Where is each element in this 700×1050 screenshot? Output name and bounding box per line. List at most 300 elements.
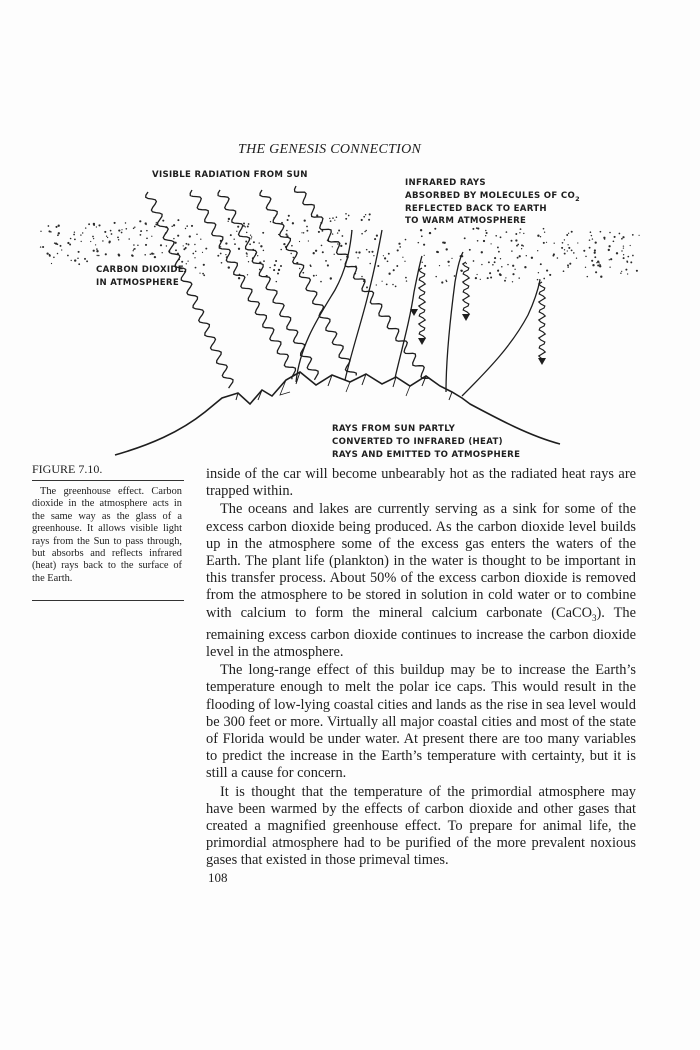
- co2-dot: [329, 218, 330, 219]
- co2-dot: [594, 256, 596, 258]
- co2-dot: [621, 271, 622, 272]
- co2-dot: [585, 256, 587, 258]
- co2-dot: [544, 232, 545, 233]
- co2-dot: [195, 267, 197, 269]
- co2-dot: [577, 242, 578, 243]
- co2-dot: [520, 228, 522, 230]
- co2-dot: [381, 281, 382, 282]
- co2-dot: [82, 232, 83, 233]
- co2-dot: [299, 268, 300, 269]
- co2-dot: [133, 228, 135, 230]
- co2-dot: [437, 251, 439, 253]
- co2-dot: [549, 274, 551, 276]
- label-infrared-line-2: [405, 191, 580, 203]
- co2-dot: [364, 231, 365, 232]
- co2-dot: [564, 253, 566, 255]
- co2-dot: [368, 219, 370, 221]
- co2-dot: [160, 244, 162, 246]
- co2-dot: [472, 228, 474, 230]
- co2-dot: [361, 219, 363, 221]
- reflected-ray: [539, 282, 545, 360]
- co2-dot: [140, 230, 142, 232]
- co2-dot: [583, 250, 585, 252]
- co2-dot: [405, 239, 407, 241]
- co2-dot: [246, 253, 248, 255]
- infrared-rays: [296, 230, 540, 396]
- co2-dot: [365, 230, 367, 232]
- co2-dot: [591, 235, 592, 236]
- co2-dot: [481, 251, 483, 253]
- co2-dot: [369, 263, 371, 265]
- co2-dot: [247, 226, 249, 228]
- co2-dot: [302, 272, 304, 274]
- co2-dot: [250, 235, 251, 236]
- co2-dot: [194, 244, 195, 245]
- body-text: [206, 466, 636, 870]
- co2-dot: [571, 250, 573, 252]
- co2-dot: [361, 233, 363, 235]
- co2-dot: [293, 257, 295, 259]
- co2-dot: [104, 231, 106, 233]
- co2-dot: [269, 267, 270, 268]
- co2-dot: [220, 246, 222, 248]
- co2-dot: [340, 259, 341, 260]
- co2-dot: [61, 249, 62, 250]
- co2-dot: [245, 226, 246, 227]
- co2-dot: [174, 242, 176, 244]
- co2-dot: [464, 237, 466, 239]
- co2-dot: [330, 277, 332, 279]
- co2-dot: [315, 250, 317, 252]
- co2-dot: [203, 274, 205, 276]
- co2-dot: [554, 243, 555, 244]
- co2-dot: [55, 243, 57, 245]
- co2-dot: [447, 261, 449, 263]
- paragraph-2-text-b: ). The remaining excess carbon dioxide continues to increase the carbon dioxide level in the atmosphere.: [206, 604, 636, 660]
- co2-dot: [292, 222, 294, 224]
- co2-dot: [393, 269, 395, 271]
- co2-dot: [490, 243, 491, 244]
- co2-dot: [573, 252, 575, 254]
- co2-dot: [313, 275, 315, 277]
- co2-dot: [610, 258, 612, 260]
- co2-dot: [322, 251, 324, 253]
- co2-dot: [399, 246, 401, 248]
- co2-dot: [421, 235, 423, 237]
- co2-dot: [245, 241, 247, 243]
- co2-dot: [276, 281, 277, 282]
- co2-dot: [564, 239, 565, 240]
- co2-dot: [567, 250, 568, 251]
- co2-dot: [590, 231, 592, 233]
- paragraph-3: The long-range effect of this buildup may be to increase the Earth’s temperature enough to melt the polar ice caps. This would result in the flooding of low-lying coastal cities and lands as the rise in sea level would be 300 feet or more. Virtually all major coastal cities and most of the state of Florida would be under water. At present there are too many variables to predict the increase in the Earth’s temperature with certainty, but it is still a cause for concern.: [206, 662, 636, 782]
- co2-dot: [439, 265, 440, 266]
- reflected-squiggle-rays: [419, 262, 545, 360]
- co2-dot: [200, 239, 201, 240]
- co2-dot: [632, 234, 634, 236]
- co2-dot: [288, 215, 290, 217]
- co2-dot: [420, 229, 422, 231]
- paragraph-1: inside of the car will become unbearably hot as the radiated heat rays are trapped within.: [206, 466, 636, 500]
- co2-dot: [237, 226, 239, 228]
- co2-dot: [506, 231, 508, 233]
- co2-dot: [291, 245, 293, 247]
- co2-dot: [485, 235, 486, 236]
- co2-dot: [337, 232, 338, 233]
- co2-dot: [280, 265, 282, 267]
- co2-dot: [460, 270, 461, 271]
- co2-dot: [388, 273, 390, 275]
- co2-dot: [475, 277, 477, 279]
- co2-dot: [270, 221, 271, 222]
- co2-dot: [150, 253, 151, 254]
- co2-dot: [392, 284, 394, 286]
- co2-dot: [600, 231, 602, 233]
- co2-dot: [199, 273, 200, 274]
- co2-dot: [609, 267, 610, 268]
- co2-dot: [567, 244, 568, 245]
- caco3-subscript: 3: [592, 612, 597, 623]
- co2-dot: [253, 241, 255, 243]
- co2-dot: [477, 240, 479, 242]
- co2-dot: [512, 273, 514, 275]
- co2-dot: [81, 241, 82, 242]
- co2-dot: [108, 242, 110, 244]
- co2-dot: [540, 236, 541, 237]
- co2-dot: [67, 242, 69, 244]
- co2-dot: [523, 233, 524, 234]
- co2-dot: [191, 225, 193, 227]
- co2-dot: [274, 264, 276, 266]
- co2-dot: [260, 245, 262, 247]
- co2-dot: [499, 274, 501, 276]
- co2-dot: [340, 245, 342, 247]
- co2-dot: [250, 238, 251, 239]
- label-rays-line-3: RAYS AND EMITTED TO ATMOSPHERE: [332, 450, 521, 460]
- co2-dot: [185, 247, 187, 249]
- co2-dot: [181, 261, 183, 263]
- co2-dot: [144, 254, 146, 256]
- co2-dot: [107, 237, 108, 238]
- running-head: THE GENESIS CONNECTION: [238, 142, 422, 157]
- co2-dot: [162, 220, 164, 222]
- co2-dot: [121, 232, 123, 234]
- co2-dot: [386, 284, 388, 286]
- co2-dot: [348, 215, 350, 217]
- co2-dot: [93, 223, 95, 225]
- co2-dot: [564, 249, 565, 250]
- co2-dot: [504, 280, 506, 282]
- co2-dot: [487, 277, 489, 279]
- co2-dot: [421, 262, 422, 263]
- co2-dot: [599, 264, 601, 266]
- co2-dot: [251, 236, 252, 237]
- co2-dot: [623, 254, 624, 255]
- co2-dot: [424, 255, 425, 256]
- co2-dot: [374, 238, 376, 240]
- co2-dot: [327, 264, 329, 266]
- co2-dot: [358, 251, 360, 253]
- co2-dot: [133, 250, 134, 251]
- co2-dot: [98, 255, 100, 257]
- co2-dot: [49, 255, 51, 257]
- co2-dot: [398, 243, 400, 245]
- co2-dot: [185, 228, 186, 229]
- co2-dot: [371, 251, 373, 253]
- co2-dot: [320, 281, 322, 283]
- co2-dot: [84, 258, 86, 260]
- sun-ray: [260, 190, 356, 376]
- co2-dot: [511, 240, 513, 242]
- co2-dot: [248, 223, 250, 225]
- co2-dot: [632, 255, 634, 257]
- co2-dot: [423, 244, 425, 246]
- co2-dot: [345, 213, 347, 215]
- arrowhead: [410, 309, 418, 316]
- co2-dot: [332, 217, 334, 219]
- co2-dot: [498, 251, 500, 253]
- co2-dot: [308, 240, 309, 241]
- co2-dot: [246, 256, 247, 257]
- co2-dot: [566, 234, 568, 236]
- label-rays-line-2: CONVERTED TO INFRARED (HEAT): [332, 437, 503, 447]
- co2-dot: [227, 221, 228, 222]
- label-infrared-line-2-text: ABSORBED BY MOLECULES OF CO: [405, 191, 576, 201]
- co2-dot: [57, 234, 59, 236]
- arrowhead: [418, 338, 426, 345]
- co2-dot: [151, 236, 152, 237]
- co2-dot: [623, 247, 624, 248]
- co2-dot: [60, 245, 62, 247]
- co2-dot: [183, 245, 184, 246]
- co2-dot: [505, 277, 506, 278]
- co2-dot: [402, 257, 403, 258]
- co2-dot: [321, 245, 323, 247]
- co2-dot: [166, 245, 167, 246]
- co2-dot: [154, 226, 156, 228]
- co2-dot: [368, 251, 370, 253]
- co2-dot: [500, 258, 501, 259]
- co2-dot: [519, 232, 520, 233]
- co2-dot: [192, 253, 194, 255]
- co2-dot: [225, 242, 227, 244]
- co2-dot: [177, 235, 179, 237]
- co2-dot: [494, 261, 496, 263]
- co2-dot: [446, 281, 448, 283]
- co2-dot: [316, 275, 317, 276]
- co2-dot: [614, 236, 616, 238]
- co2-dot: [332, 233, 333, 234]
- arrowhead: [538, 358, 546, 365]
- co2-dot: [230, 234, 232, 236]
- co2-dot: [262, 232, 264, 234]
- co2-dot: [283, 243, 285, 245]
- co2-dot: [500, 236, 502, 238]
- co2-dot: [594, 249, 596, 251]
- co2-dot: [630, 245, 631, 246]
- co2-dot: [57, 253, 59, 255]
- co2-dot: [512, 265, 514, 267]
- label-carbon-dioxide-line-1: CARBON DIOXIDE: [96, 265, 184, 275]
- co2-dot: [139, 220, 141, 222]
- co2-dot: [98, 224, 100, 226]
- co2-dot: [363, 216, 365, 218]
- co2-dot: [361, 276, 363, 278]
- co2-dot: [603, 237, 605, 239]
- co2-dot: [53, 257, 55, 259]
- co2-dot: [131, 254, 133, 256]
- co2-dot: [355, 251, 357, 253]
- co2-dot: [429, 232, 431, 234]
- co2-dot: [154, 256, 156, 258]
- co2-dot: [638, 235, 639, 236]
- co2-dot: [97, 255, 98, 256]
- label-infrared-line-4: TO WARM ATMOSPHERE: [405, 216, 527, 226]
- co2-dot: [597, 265, 599, 267]
- page-number: 108: [208, 870, 228, 885]
- co2-dot: [627, 273, 628, 274]
- co2-dot: [67, 255, 69, 257]
- co2-dot: [477, 228, 479, 230]
- co2-dot: [517, 257, 519, 259]
- co2-dot: [342, 235, 344, 237]
- co2-dot: [74, 238, 76, 240]
- co2-dot: [595, 241, 597, 243]
- co2-dot: [202, 252, 203, 253]
- co2-dot: [546, 270, 548, 272]
- co2-dot: [55, 226, 57, 228]
- co2-dot: [492, 264, 494, 266]
- co2-dot: [78, 263, 80, 265]
- co2-dot: [96, 250, 98, 252]
- co2-dot: [73, 234, 75, 236]
- co2-dot: [397, 249, 399, 251]
- co2-dot: [531, 257, 533, 259]
- co2-dot: [395, 286, 397, 288]
- co2-dot: [599, 262, 600, 263]
- co2-dot: [77, 258, 79, 260]
- co2-dot: [497, 270, 499, 272]
- co2-dot: [621, 250, 622, 251]
- label-infrared-line-3: REFLECTED BACK TO EARTH: [405, 204, 547, 214]
- co2-dot: [217, 255, 219, 257]
- co2-dot: [569, 263, 571, 265]
- co2-dot: [627, 261, 629, 263]
- co2-dot: [259, 269, 261, 271]
- co2-dot: [376, 235, 378, 237]
- co2-dot: [494, 257, 496, 259]
- co2-dot: [567, 266, 569, 268]
- co2-dot: [125, 222, 126, 223]
- co2-dot: [512, 281, 513, 282]
- co2-dot: [111, 233, 113, 235]
- co2-dot: [118, 239, 120, 241]
- co2-dot: [568, 233, 569, 234]
- label-visible-radiation: VISIBLE RADIATION FROM SUN: [152, 170, 308, 180]
- co2-dot: [384, 257, 386, 259]
- co2-dot: [515, 239, 517, 241]
- co2-dot: [114, 222, 116, 224]
- co2-dot: [613, 240, 615, 242]
- co2-dot: [519, 255, 521, 257]
- co2-dot: [546, 242, 547, 243]
- co2-dot: [318, 231, 320, 233]
- co2-dot: [186, 263, 187, 264]
- co2-dot: [585, 267, 586, 268]
- co2-dot: [196, 233, 198, 235]
- co2-dot: [42, 246, 44, 248]
- co2-dot: [592, 264, 594, 266]
- co2-dot: [275, 260, 277, 262]
- co2-dot: [306, 230, 308, 232]
- co2-dot: [497, 246, 499, 248]
- figure-number: FIGURE 7.10.: [32, 462, 103, 476]
- co2-dot: [186, 225, 188, 227]
- co2-dot: [591, 260, 593, 262]
- co2-dot: [622, 236, 624, 238]
- co2-subscript: 2: [575, 195, 580, 203]
- co2-dot: [247, 274, 248, 275]
- co2-dot: [90, 241, 91, 242]
- co2-dot: [609, 259, 610, 260]
- co2-dot: [105, 253, 107, 255]
- co2-dot: [286, 230, 288, 232]
- co2-dot: [537, 235, 539, 237]
- co2-dot: [156, 222, 157, 223]
- label-infrared-line-1: INFRARED RAYS: [405, 178, 486, 188]
- co2-dot: [48, 225, 50, 227]
- visible-sun-rays: [146, 186, 430, 388]
- co2-dot: [133, 249, 134, 250]
- co2-dot: [96, 226, 97, 227]
- co2-dot: [424, 265, 426, 267]
- co2-dot: [96, 248, 98, 250]
- co2-dot: [92, 236, 94, 238]
- co2-dot: [623, 257, 625, 259]
- label-rays-line-1: RAYS FROM SUN PARTLY: [332, 424, 456, 434]
- co2-dot: [71, 260, 72, 261]
- co2-dot: [619, 233, 621, 235]
- co2-dot: [202, 273, 204, 275]
- co2-dot: [523, 245, 524, 246]
- co2-dot: [306, 226, 308, 228]
- paragraph-2: [206, 501, 636, 661]
- co2-dot: [175, 249, 177, 251]
- co2-dot: [173, 224, 175, 226]
- co2-dot: [334, 220, 335, 221]
- co2-dot: [608, 249, 610, 251]
- greenhouse-effect-diagram: [0, 160, 700, 460]
- co2-dot: [366, 286, 368, 288]
- co2-dot: [228, 266, 230, 268]
- co2-dot: [621, 238, 623, 240]
- co2-dot: [249, 243, 251, 245]
- co2-dot: [40, 246, 41, 247]
- co2-dot: [134, 226, 135, 227]
- co2-dot: [592, 238, 593, 239]
- co2-dot: [277, 272, 279, 274]
- co2-dot: [133, 244, 135, 246]
- co2-dot: [74, 232, 75, 233]
- co2-dot: [80, 234, 81, 235]
- co2-dot: [576, 258, 577, 259]
- co2-dot: [58, 232, 60, 234]
- caption-bottom-rule: [32, 600, 184, 601]
- co2-dot: [562, 242, 564, 244]
- figure-caption: The greenhouse effect. Carbon dioxide in the atmosphere acts in the same way as the glass of a greenhouse. It allows visible light rays from the Sun to pass through, but absorbs and reflects infrared (heat) rays back to the surface of the Earth.: [32, 486, 182, 584]
- co2-dot: [623, 245, 624, 246]
- co2-dot: [514, 269, 515, 270]
